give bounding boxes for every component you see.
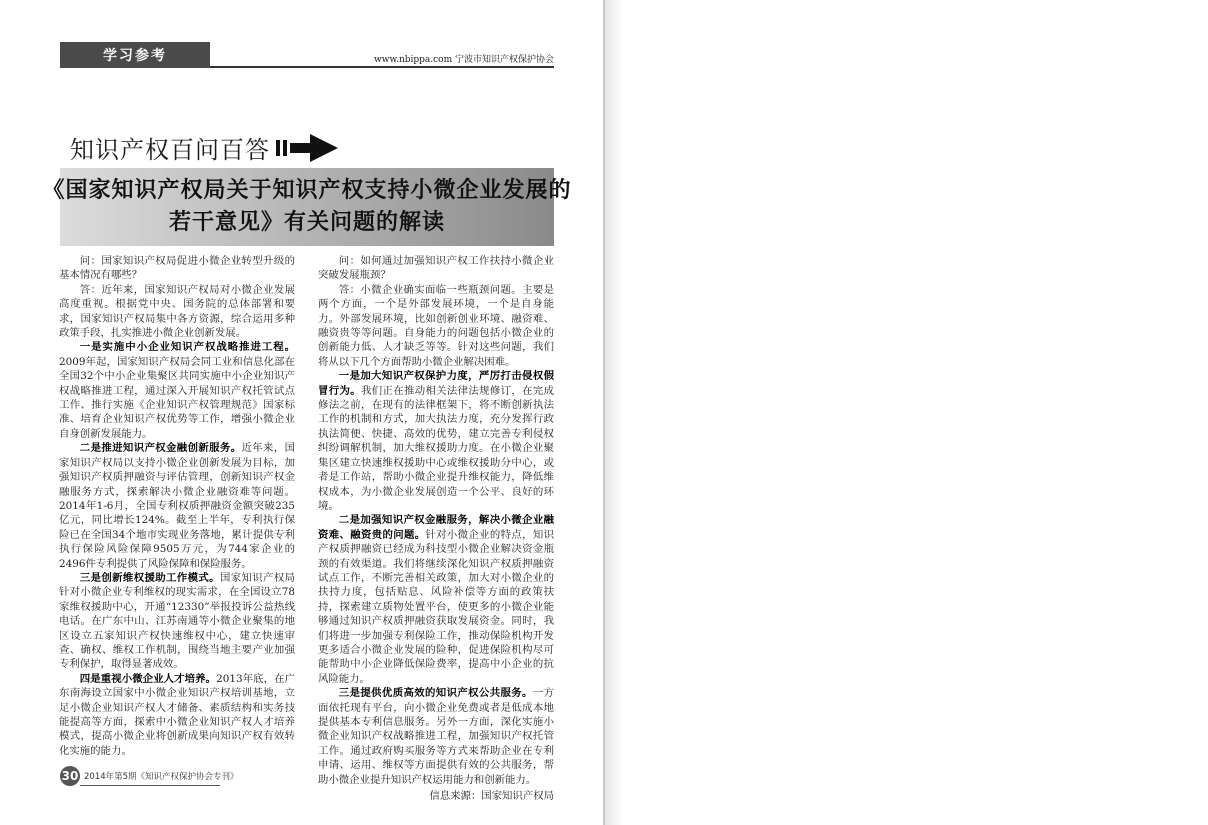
left-item-text: 2013年底，在广东南海设立国家中小微企业知识产权培训基地，立足小微企业知识产权人才储备、素质结构和实务技能提高等方面，探索中小微企业知识产权人才培养模式，提高小微企业将创新成果向知识产权有效转化实施的能力。 [59, 672, 295, 757]
right-item-text: 一方面依托现有平台，向小微企业免费或者是低成本地提供基本专利信息服务。另外一方面，深化实施小微企业知识产权战略推进工程，加强知识产权托管工作。通过政府购买服务等方式来帮助企业在专利申请、运用、维权等方面提供有效的公共服务，帮助小微企业提升知识产权运用能力和创新能力。 [318, 687, 554, 786]
right-item-heading: 二是加强知识产权金融服务，解决小微企业融资难、融资贵的问题。 [318, 514, 554, 541]
info-source: 信息来源：国家知识产权局 [429, 790, 554, 803]
right-item [318, 513, 554, 686]
article-title-line-2: 若干意见》有关问题的解读 [168, 210, 445, 235]
right-answer: 答：小微企业确实面临一些瓶颈问题。主要是两个方面，一个是外部发展环境，一个是自身能力。外部发展环境，比如创新创业环境、融资难、融资贵等等问题。自身能力的问题包括小微企业的创新能力低、人才缺乏等等。针对这些问题，我们将从以下几个方面帮助小微企业解决困难。 [318, 283, 554, 368]
left-item [59, 672, 295, 758]
left-item-text: 近年来，国家知识产权局以支持小微企业创新发展为目标，加强知识产权质押融资与评估管理，创新知识产权金融服务方式，探索解决小微企业融资难等问题。2014年1-6月，全国专利权质押融资金额突破235亿元，同比增长124%。截至上半年，专利执行保险已在全国34个地市实现业务落地，累计提供专利执行保险风险保障9505万元，为744家企业的2496件专利提供了风险保障和保险服务。 [59, 442, 296, 570]
feature-title: 知识产权百问百答 [70, 136, 270, 164]
left-item-heading: 一是实施中小企业知识产权战略推进工程。 [79, 341, 295, 354]
article-title-line-1: 《国家知识产权局关于知识产权支持小微企业发展的 [42, 178, 572, 203]
right-item-heading: 一是加大知识产权保护力度，严厉打击侵权假冒行为。 [318, 370, 554, 397]
right-item-text: 我们正在推动相关法律法规修订，在完成修法之前，在现有的法律框架下，将不断创新执法工作的机制和方式，加大执法力度，充分发挥行政执法简便、快捷、高效的优势，建立完善专利侵权纠纷调解机制，加大维权援助力度。在小微企业聚集区建立快速维权援助中心或维权援助分中心，或者是工作站，帮助小微企业提升维权能力，降低维权成本，为小微企业发展创造一个公平、良好的环境。 [318, 384, 555, 512]
left-column [59, 254, 295, 758]
right-question: 问：如何通过加强知识产权工作扶持小微企业突破发展瓶颈？ [318, 255, 554, 282]
header-source: www.nbippa.com 宁波市知识产权保护协会 [374, 55, 554, 65]
footer-rule [80, 785, 220, 786]
section-tab: 学习参考 [60, 42, 210, 68]
feature-heading [70, 130, 338, 165]
right-item-heading: 三是提供优质高效的知识产权公共服务。 [338, 687, 533, 700]
left-item [59, 571, 295, 672]
left-item [59, 340, 295, 441]
left-item-heading: 三是创新维权援助工作模式。 [79, 571, 220, 584]
issue-label: 2014年第5期《知识产权保护协会专刊》 [84, 772, 239, 782]
right-item-text: 针对小微企业的特点，知识产权质押融资已经成为科技型小微企业解决资金瓶颈的有效渠道。我们将继续深化知识产权质押融资试点工作，不断完善相关政策，加大对小微企业的扶持力度，包括贴息、风险补偿等方面的政策扶持，探索建立质物处置平台，使更多的小微企业能够通过知识产权质押融资获取发展资金。同时，我们将进一步加强专利保险工作，推动保险机构开发更多适合小微企业发展的险种，促进保险机构尽可能帮助中小企业降低保险费率，提高中小企业的抗风险能力。 [318, 528, 555, 685]
right-column [318, 254, 554, 803]
left-item-heading: 二是推进知识产权金融创新服务。 [79, 442, 242, 455]
left-item-text: 2009年起，国家知识产权局会同工业和信息化部在全国32个中小企业集聚区共同实施中小企业知识产权战略推进工程，通过深入开展知识产权托管试点工作、推行实施《企业知识产权管理规范》国家标准、培育企业知识产权优势等工作，增强小微企业自身创新发展能力。 [59, 355, 295, 440]
page-number: 30 [60, 766, 80, 786]
left-item-text: 国家知识产权局针对小微企业专利维权的现实需求，在全国设立78家维权援助中心，开通“12330”举报投诉公益热线电话。在广东中山、江苏南通等小微企业聚集的地区设立五家知识产权快速维权中心，建立快速审查、确权、维权工作机制，围绕当地主要产业加强专利保护，取得显著成效。 [59, 571, 296, 671]
header-rule [210, 66, 554, 68]
left-answer: 答：近年来，国家知识产权局对小微企业发展高度重视。根据党中央、国务院的总体部署和要求，国家知识产权局集中各方资源，综合运用多种政策手段，扎实推进小微企业创新发展。 [59, 283, 295, 340]
left-item [59, 441, 295, 571]
right-item [318, 369, 554, 513]
left-question: 问：国家知识产权局促进小微企业转型升级的基本情况有哪些？ [59, 255, 295, 282]
article-title-banner [42, 168, 572, 246]
left-item-heading: 四是重视小微企业人才培养。 [79, 672, 217, 685]
double-bar-right-arrow-icon [276, 134, 338, 162]
spine-shadow [605, 0, 623, 825]
right-item [318, 686, 554, 787]
